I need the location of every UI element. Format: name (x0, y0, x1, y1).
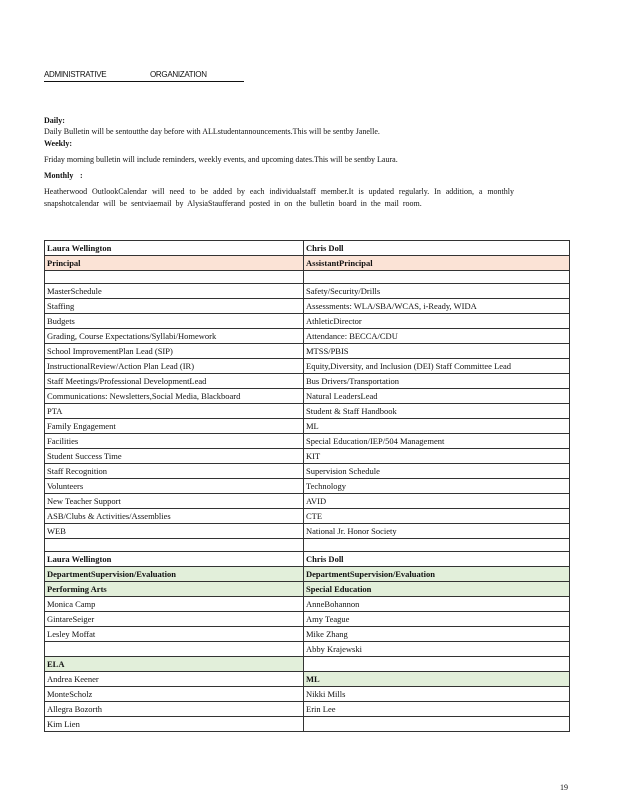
weekly-text: Friday morning bulletin will include reminders, weekly events, and upcoming dates.This will be sentby Laura. (44, 155, 398, 164)
duty-row (45, 284, 570, 299)
duty-row (45, 524, 570, 539)
staff-row (45, 702, 570, 717)
staff-row (45, 672, 570, 687)
duty-row-right-cell: CTE (304, 509, 570, 524)
staff-row (45, 642, 570, 657)
duty-row (45, 434, 570, 449)
staff-row-left-cell: Monica Camp (45, 597, 304, 612)
duty-row-right-cell: Technology (304, 479, 570, 494)
duty-row-right-cell: AthleticDirector (304, 314, 570, 329)
spacer-row-left-cell (45, 539, 304, 552)
duty-row (45, 494, 570, 509)
dept-supervision-row (45, 567, 570, 582)
duty-row-left-cell: MasterSchedule (45, 284, 304, 299)
dept-group-row (45, 582, 570, 597)
duty-row (45, 404, 570, 419)
duty-row-left-cell: PTA (45, 404, 304, 419)
duty-row (45, 359, 570, 374)
duty-row-left-cell: Staffing (45, 299, 304, 314)
duty-row-right-cell: ML (304, 419, 570, 434)
duty-row-left-cell: Grading, Course Expectations/Syllabi/Homework (45, 329, 304, 344)
duty-row-right-cell: Supervision Schedule (304, 464, 570, 479)
staff-row-left-cell: Allegra Bozorth (45, 702, 304, 717)
dept-supervision-row-right-cell: DepartmentSupervision/Evaluation (304, 567, 570, 582)
duty-row-right-cell: Special Education/IEP/504 Management (304, 434, 570, 449)
staff-row-left-cell (45, 642, 304, 657)
duty-row-right-cell: MTSS/PBIS (304, 344, 570, 359)
duty-row-right-cell: AVID (304, 494, 570, 509)
duty-row (45, 419, 570, 434)
dept-group-row-right-cell: Special Education (304, 582, 570, 597)
staff-row (45, 627, 570, 642)
admin-names-row-left-cell: Laura Wellington (45, 241, 304, 256)
duty-row (45, 329, 570, 344)
duty-row-right-cell: KIT (304, 449, 570, 464)
duty-row-left-cell: Family Engagement (45, 419, 304, 434)
spacer-row (45, 271, 570, 284)
duty-row-right-cell: Safety/Security/Drills (304, 284, 570, 299)
duty-row-left-cell: Staff Meetings/Professional DevelopmentLead (45, 374, 304, 389)
staff-row-left-cell: Kim Lien (45, 717, 304, 732)
duty-row-left-cell: WEB (45, 524, 304, 539)
duty-row-left-cell: InstructionalReview/Action Plan Lead (IR) (45, 359, 304, 374)
admin-roles-row-left-cell: Principal (45, 256, 304, 271)
page-number: 19 (560, 783, 568, 792)
duty-row-right-cell: Equity,Diversity, and Inclusion (DEI) Staff Committee Lead (304, 359, 570, 374)
staff-row-left-cell: MonteScholz (45, 687, 304, 702)
staff-row-left-cell: GintareSeiger (45, 612, 304, 627)
dept-group-row-left-cell: Performing Arts (45, 582, 304, 597)
duty-row-right-cell: National Jr. Honor Society (304, 524, 570, 539)
duty-row-right-cell: Student & Staff Handbook (304, 404, 570, 419)
duty-row-right-cell: Assessments: WLA/SBA/WCAS, i-Ready, WIDA (304, 299, 570, 314)
staff-row-right-cell: Amy Teague (304, 612, 570, 627)
staff-row-right-cell (304, 717, 570, 732)
staff-row-left-cell: Lesley Moffat (45, 627, 304, 642)
spacer-row-right-cell (304, 271, 570, 284)
ela-row-right-cell (304, 657, 570, 672)
document-heading (44, 70, 244, 82)
monthly-colon: : (80, 171, 83, 180)
staff-row (45, 612, 570, 627)
staff-row (45, 717, 570, 732)
duty-row-left-cell: Student Success Time (45, 449, 304, 464)
admin-roles-row-right-cell: AssistantPrincipal (304, 256, 570, 271)
duty-row-right-cell: Natural LeadersLead (304, 389, 570, 404)
spacer-row-right-cell (304, 539, 570, 552)
duty-row-right-cell: Bus Drivers/Transportation (304, 374, 570, 389)
duty-row (45, 374, 570, 389)
duty-row (45, 464, 570, 479)
staff-row-right-cell: AnneBohannon (304, 597, 570, 612)
duty-row (45, 449, 570, 464)
spacer-row (45, 539, 570, 552)
staff-row-right-cell: Nikki Mills (304, 687, 570, 702)
duty-row-left-cell: Budgets (45, 314, 304, 329)
duty-row (45, 509, 570, 524)
ela-row-left-cell: ELA (45, 657, 304, 672)
staff-row-right-cell: Erin Lee (304, 702, 570, 717)
duty-row-left-cell: Facilities (45, 434, 304, 449)
dept-supervision-row-left-cell: DepartmentSupervision/Evaluation (45, 567, 304, 582)
monthly-text: Heatherwood OutlookCalendar will need to be added by each individualstaff member.It is updated regularly. In addition, a monthly snapshotcalendar will be sentviaemail by AlysiaStaufferand posted in on the bulletin board in the mail room. (44, 187, 514, 208)
monthly-label: Monthly (44, 171, 74, 180)
admin-names-row (45, 241, 570, 256)
dept-names-row-left-cell: Laura Wellington (45, 552, 304, 567)
duty-row-left-cell: Staff Recognition (45, 464, 304, 479)
duty-row (45, 299, 570, 314)
staff-row-right-cell: ML (304, 672, 570, 687)
dept-names-row (45, 552, 570, 567)
admin-roles-row (45, 256, 570, 271)
staff-row-left-cell: Andrea Keener (45, 672, 304, 687)
duty-row (45, 344, 570, 359)
staff-row-right-cell: Abby Krajewski (304, 642, 570, 657)
duty-row-right-cell: Attendance: BECCA/CDU (304, 329, 570, 344)
administrative-table (44, 240, 570, 732)
ela-row (45, 657, 570, 672)
staff-row (45, 597, 570, 612)
dept-names-row-right-cell: Chris Doll (304, 552, 570, 567)
duty-row-left-cell: School ImprovementPlan Lead (SIP) (45, 344, 304, 359)
heading-organization: ORGANIZATION (150, 70, 207, 79)
daily-label: Daily: (44, 116, 65, 125)
duty-row-left-cell: Communications: Newsletters,Social Media, Blackboard (45, 389, 304, 404)
duty-row (45, 314, 570, 329)
heading-administrative: ADMINISTRATIVE (44, 70, 107, 79)
daily-text: Daily Bulletin will be sentoutthe day before with ALLstudentannouncements.This will be sentby Janelle. (44, 127, 380, 136)
staff-row (45, 687, 570, 702)
duty-row-left-cell: ASB/Clubs & Activities/Assemblies (45, 509, 304, 524)
spacer-row-left-cell (45, 271, 304, 284)
duty-row (45, 479, 570, 494)
duty-row-left-cell: New Teacher Support (45, 494, 304, 509)
weekly-label: Weekly: (44, 139, 72, 148)
admin-names-row-right-cell: Chris Doll (304, 241, 570, 256)
staff-row-right-cell: Mike Zhang (304, 627, 570, 642)
duty-row (45, 389, 570, 404)
duty-row-left-cell: Volunteers (45, 479, 304, 494)
